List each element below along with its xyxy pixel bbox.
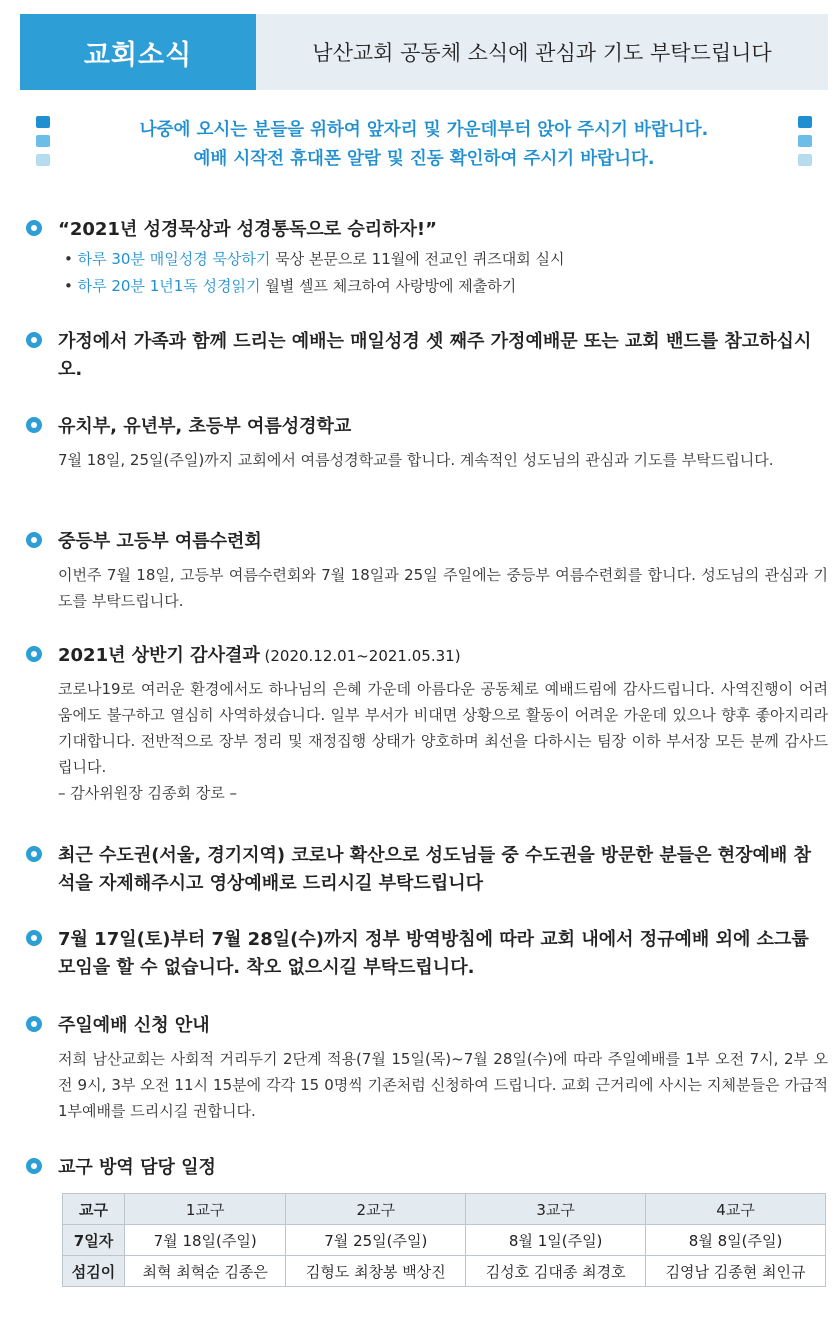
table-cell: 8월 8일(주일) — [646, 1225, 826, 1256]
item-title: 7월 17일(토)부터 7월 28일(수)까지 정부 방역방침에 따라 교회 내에서 정규예배 외에 소그룹 모임을 할 수 없습니다. 착오 없으시길 부탁드립니다. — [58, 929, 809, 978]
bullet-icon — [26, 1158, 42, 1174]
news-item — [20, 842, 828, 898]
item-body: 이번주 7월 18일, 고등부 여름수련회와 7월 18일과 25일 주일에는 중등부 여름수련회를 합니다. 성도님의 관심과 기도를 부탁드립니다. — [58, 566, 828, 610]
bullet-icon — [26, 846, 42, 862]
bullet-icon — [26, 220, 42, 236]
table-row — [63, 1256, 826, 1287]
square-icon — [798, 116, 812, 128]
sub-item: • 하루 20분 1년1독 성경읽기 월별 셀프 체크하여 사랑방에 제출하기 — [64, 277, 517, 295]
table-row — [63, 1225, 826, 1256]
item-title: “2021년 성경묵상과 성경통독으로 승리하자!” — [58, 219, 437, 240]
banner-line: 나중에 오시는 분들을 위하여 앞자리 및 가운데부터 앉아 주시기 바랍니다. — [139, 120, 709, 140]
news-item — [20, 926, 828, 982]
bullet-icon — [26, 930, 42, 946]
table-header-cell: 교구 — [63, 1194, 125, 1225]
notice-banner — [20, 104, 828, 186]
square-icon — [798, 135, 812, 147]
table-cell: 김영남 김종현 최인규 — [646, 1256, 826, 1287]
table-header-cell: 2교구 — [286, 1194, 466, 1225]
header-subtitle: 남산교회 공동체 소식에 관심과 기도 부탁드립니다 — [256, 14, 828, 90]
page-header — [20, 14, 828, 90]
news-item — [20, 1012, 828, 1124]
item-title-text: 2021년 상반기 감사결과 — [58, 645, 260, 666]
sub-item-highlight: 하루 20분 1년1독 성경읽기 — [77, 277, 261, 295]
bullet-icon — [26, 1016, 42, 1032]
table-cell: 김형도 최창봉 백상진 — [286, 1256, 466, 1287]
schedule-table — [62, 1193, 826, 1287]
table-cell: 7월 25일(주일) — [286, 1225, 466, 1256]
square-icon — [36, 154, 50, 166]
item-title: 교구 방역 담당 일정 — [58, 1157, 216, 1178]
news-item — [20, 642, 828, 806]
sub-item-highlight: 하루 30분 매일성경 묵상하기 — [77, 250, 271, 268]
item-body: 저희 남산교회는 사회적 거리두기 2단계 적용(7월 15일(목)~7월 28일(수)에 따라 주일예배를 1부 오전 7시, 2부 오전 9시, 3부 오전 11시 15분에 각각 15 0명씩 기존처럼 신청하여 드립니다. 교회 근거리에 사시는 지체분들은 가급적 1부예배를 드리시길 권합니다. — [58, 1050, 828, 1120]
item-body: 7월 18일, 25일(주일)까지 교회에서 여름성경학교를 합니다. 계속적인 성도님의 관심과 기도를 부탁드립니다. — [58, 451, 774, 469]
news-item — [20, 216, 828, 300]
news-item — [20, 328, 828, 384]
news-item — [20, 413, 828, 473]
table-cell: 최혁 최혁순 김종은 — [125, 1256, 286, 1287]
sub-item-text: 묵상 본문으로 11월에 전교인 퀴즈대회 실시 — [270, 250, 565, 268]
item-title — [58, 642, 828, 670]
sub-item: • 하루 30분 매일성경 묵상하기 묵상 본문으로 11월에 전교인 퀴즈대회 실시 — [64, 250, 565, 268]
table-row-header: 7일자 — [63, 1225, 125, 1256]
item-signature: – 감사위원장 김종회 장로 – — [58, 784, 237, 802]
table-header-cell: 3교구 — [466, 1194, 646, 1225]
bullet-icon — [26, 332, 42, 348]
sub-item-text: 월별 셀프 체크하여 사랑방에 제출하기 — [260, 277, 517, 295]
item-title-period: (2020.12.01~2021.05.31) — [259, 647, 461, 665]
table-header-cell: 1교구 — [125, 1194, 286, 1225]
news-item — [20, 1154, 828, 1182]
item-title: 최근 수도권(서울, 경기지역) 코로나 확산으로 성도님들 중 수도권을 방문한 분들은 현장예배 참석을 자제해주시고 영상예배로 드리시길 부탁드립니다 — [58, 845, 811, 894]
item-title: 가정에서 가족과 함께 드리는 예배는 매일성경 셋 째주 가정예배문 또는 교회 밴드를 참고하십시오. — [58, 331, 812, 380]
table-cell: 김성호 김대종 최경호 — [466, 1256, 646, 1287]
square-icon — [36, 135, 50, 147]
square-icon — [798, 154, 812, 166]
item-title: 유치부, 유년부, 초등부 여름성경학교 — [58, 416, 352, 437]
table-row — [63, 1194, 826, 1225]
item-title: 주일예배 신청 안내 — [58, 1015, 210, 1036]
bullet-icon — [26, 532, 42, 548]
table-row-header: 섬김이 — [63, 1256, 125, 1287]
table-header-cell: 4교구 — [646, 1194, 826, 1225]
bullet-icon — [26, 417, 42, 433]
table-cell: 7월 18일(주일) — [125, 1225, 286, 1256]
table-cell: 8월 1일(주일) — [466, 1225, 646, 1256]
item-body: 코로나19로 여러운 환경에서도 하나님의 은혜 가운데 아름다운 공동체로 예배드림에 감사드립니다. 사역진행이 어려움에도 불구하고 열심히 사역하셨습니다. 일부 부서가 비대면 상황으로 활동이 어려운 가운데 있으나 향후 좋아지리라 기대합니다. 전반적으로 장부 정리 및 재정집행 상태가 양호하며 최선을 다하시는 팀장 이하 부서장 모든 분께 감사드립니다. — [58, 680, 828, 776]
item-title: 중등부 고등부 여름수련회 — [58, 531, 262, 552]
section-title: 교회소식 — [20, 14, 256, 90]
news-item — [20, 528, 828, 614]
bullet-icon — [26, 646, 42, 662]
square-icon — [36, 116, 50, 128]
banner-line: 예배 시작전 휴대폰 알람 및 진동 확인하여 주시기 바랍니다. — [193, 149, 655, 169]
